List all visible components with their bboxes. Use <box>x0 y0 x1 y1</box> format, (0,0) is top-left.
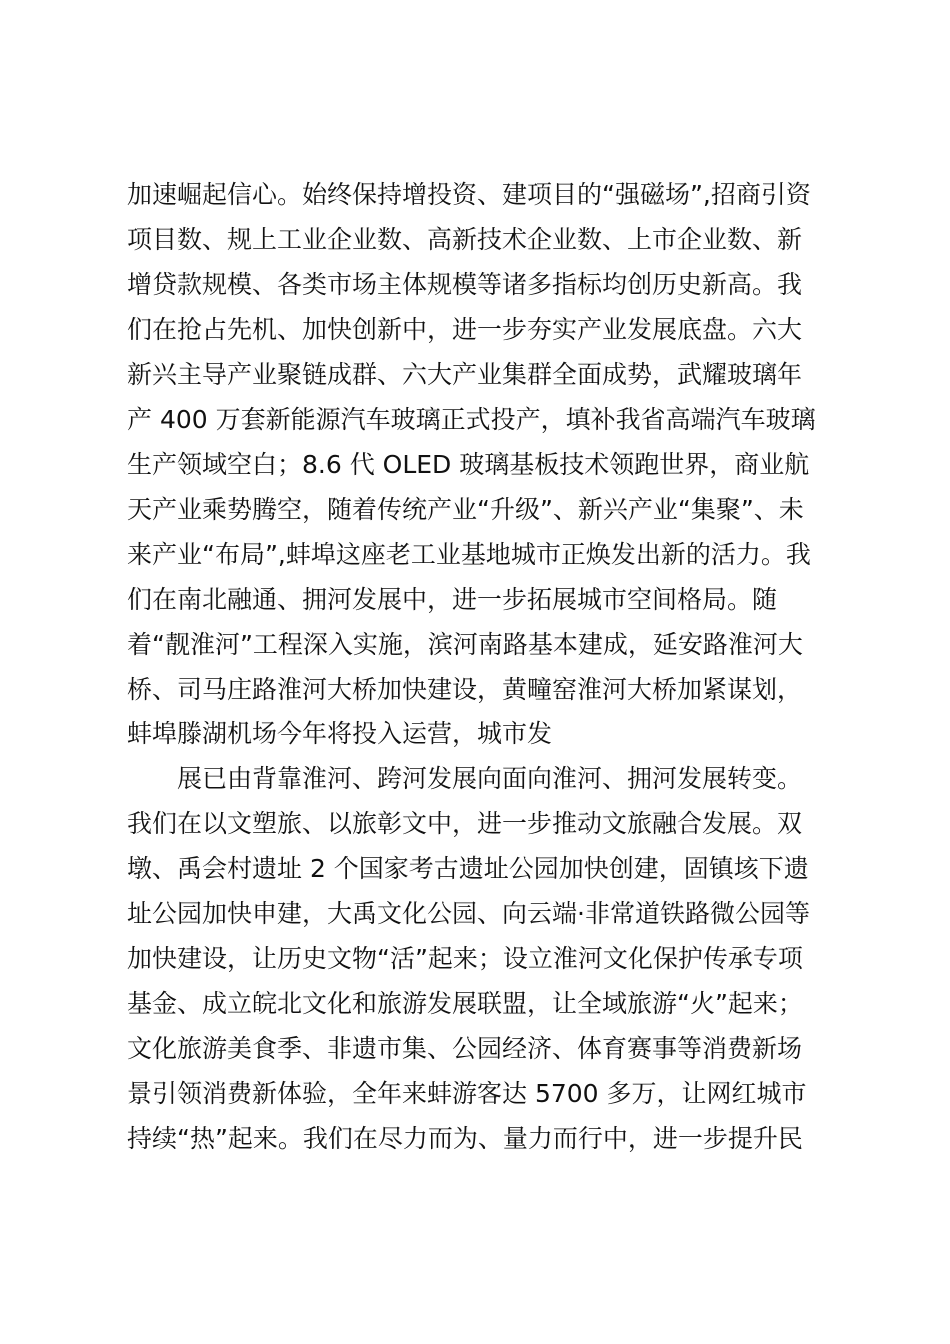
text-line-15: 我们在以文塑旅、以旅彰文中，进一步推动文旅融合发展。双 <box>127 809 803 838</box>
text-line-4: 们在抢占先机、加快创新中，进一步夯实产业发展底盘。六大 <box>127 315 803 344</box>
text-line-13: 蚌埠滕湖机场今年将投入运营，城市发 <box>127 719 553 748</box>
text-line-2: 项目数、规上工业企业数、高新技术企业数、上市企业数、新 <box>127 225 803 254</box>
text-line-19: 基金、成立皖北文化和旅游发展联盟，让全域旅游“火”起来； <box>127 989 803 1018</box>
text-line-16: 墩、禹会村遗址 2 个国家考古遗址公园加快创建，固镇垓下遗 <box>127 854 809 883</box>
text-line-1: 加速崛起信心。始终保持增投资、建项目的“强磁场”,招商引资 <box>127 180 811 209</box>
text-line-21: 景引领消费新体验，全年来蚌游客达 5700 多万，让网红城市 <box>127 1079 807 1108</box>
text-line-20: 文化旅游美食季、非遗市集、公园经济、体育赛事等消费新场 <box>127 1034 803 1063</box>
text-line-18: 加快建设，让历史文物“活”起来；设立淮河文化保护传承专项 <box>127 944 803 973</box>
text-line-3: 增贷款规模、各类市场主体规模等诸多指标均创历史新高。我 <box>127 270 803 299</box>
text-line-11: 着“靓淮河”工程深入实施，滨河南路基本建成，延安路淮河大 <box>127 630 803 659</box>
text-line-8: 天产业乘势腾空，随着传统产业“升级”、新兴产业“集聚”、未 <box>127 495 804 524</box>
text-line-7: 生产领域空白；8.6 代 OLED 玻璃基板技术领跑世界，商业航 <box>127 450 810 479</box>
text-line-14: 展已由背靠淮河、跨河发展向面向淮河、拥河发展转变。 <box>177 764 803 793</box>
text-line-6: 产 400 万套新能源汽车玻璃正式投产，填补我省高端汽车玻璃 <box>127 405 816 434</box>
text-line-9: 来产业“布局”,蚌埠这座老工业基地城市正焕发出新的活力。我 <box>127 540 811 569</box>
text-line-22: 持续“热”起来。我们在尽力而为、量力而行中，进一步提升民 <box>127 1124 803 1153</box>
text-line-5: 新兴主导产业聚链成群、六大产业集群全面成势，武耀玻璃年 <box>127 360 803 389</box>
text-line-10: 们在南北融通、拥河发展中，进一步拓展城市空间格局。随 <box>127 585 778 614</box>
text-line-12: 桥、司马庄路淮河大桥加快建设，黄疃窑淮河大桥加紧谋划， <box>127 675 803 704</box>
text-line-17: 址公园加快申建，大禹文化公园、向云端·非常道铁路微公园等 <box>127 899 810 928</box>
